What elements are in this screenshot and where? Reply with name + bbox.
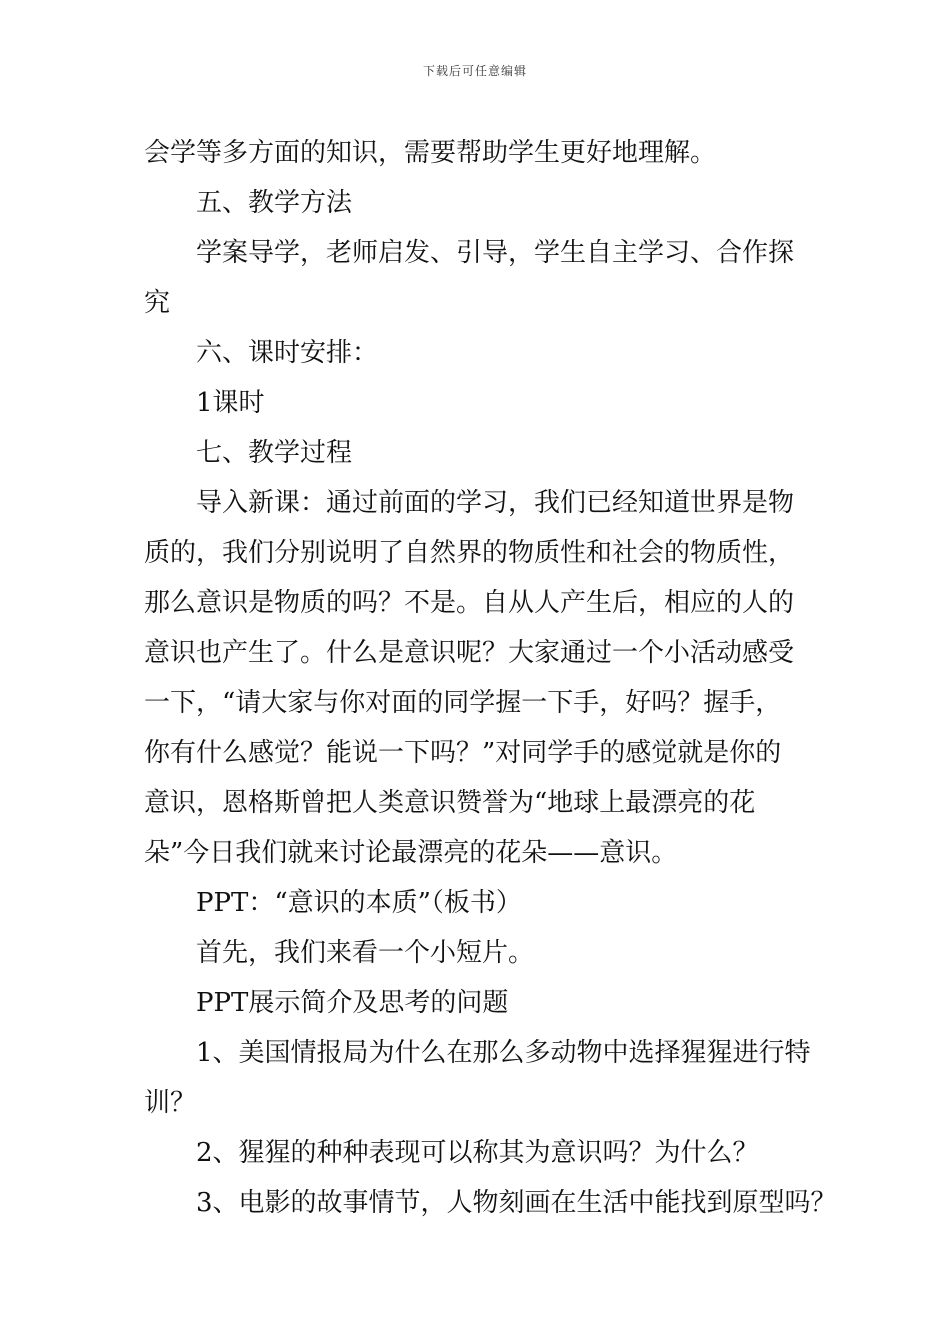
text-line: PPT展示简介及思考的问题 — [196, 988, 509, 1018]
text-line: 究 — [144, 288, 171, 318]
text-line: 那么意识是物质的吗？不是。自从人产生后，相应的人的 — [144, 588, 795, 618]
text-line: 会学等多方面的知识，需要帮助学生更好地理解。 — [144, 138, 717, 168]
text-line: 意识也产生了。什么是意识呢？大家通过一个小活动感受 — [144, 638, 795, 668]
text-line: 意识，恩格斯曾把人类意识赞誉为“地球上最漂亮的花 — [144, 788, 756, 818]
text-line: 你有什么感觉？能说一下吗？”对同学手的感觉就是你的 — [144, 738, 782, 768]
text-line: 一下，“请大家与你对面的同学握一下手，好吗？握手， — [144, 688, 782, 718]
section-heading-process: 七、教学过程 — [196, 438, 353, 468]
document-body — [144, 128, 837, 1228]
text-line: 首先，我们来看一个小短片。 — [196, 938, 535, 968]
text-line: 导入新课：通过前面的学习，我们已经知道世界是物 — [196, 488, 795, 518]
page-header: 下载后可任意编辑 — [422, 64, 527, 78]
text-line: 学案导学，老师启发、引导，学生自主学习、合作探 — [196, 238, 795, 268]
question-item: 1、美国情报局为什么在那么多动物中选择猩猩进行特 — [196, 1038, 811, 1068]
question-item: 2、猩猩的种种表现可以称其为意识吗？为什么？ — [196, 1138, 759, 1168]
section-heading-schedule: 六、课时安排： — [196, 338, 379, 368]
text-line: 训？ — [144, 1088, 197, 1118]
question-item: 3、电影的故事情节，人物刻画在生活中能找到原型吗？ — [196, 1188, 837, 1218]
text-line: 朵”今日我们就来讨论最漂亮的花朵——意识。 — [144, 838, 678, 868]
text-line: 1课时 — [196, 388, 265, 418]
text-line: PPT：“意识的本质”（板书） — [196, 888, 522, 918]
text-line: 质的，我们分别说明了自然界的物质性和社会的物质性， — [144, 538, 795, 568]
section-heading-methods: 五、教学方法 — [196, 188, 353, 218]
